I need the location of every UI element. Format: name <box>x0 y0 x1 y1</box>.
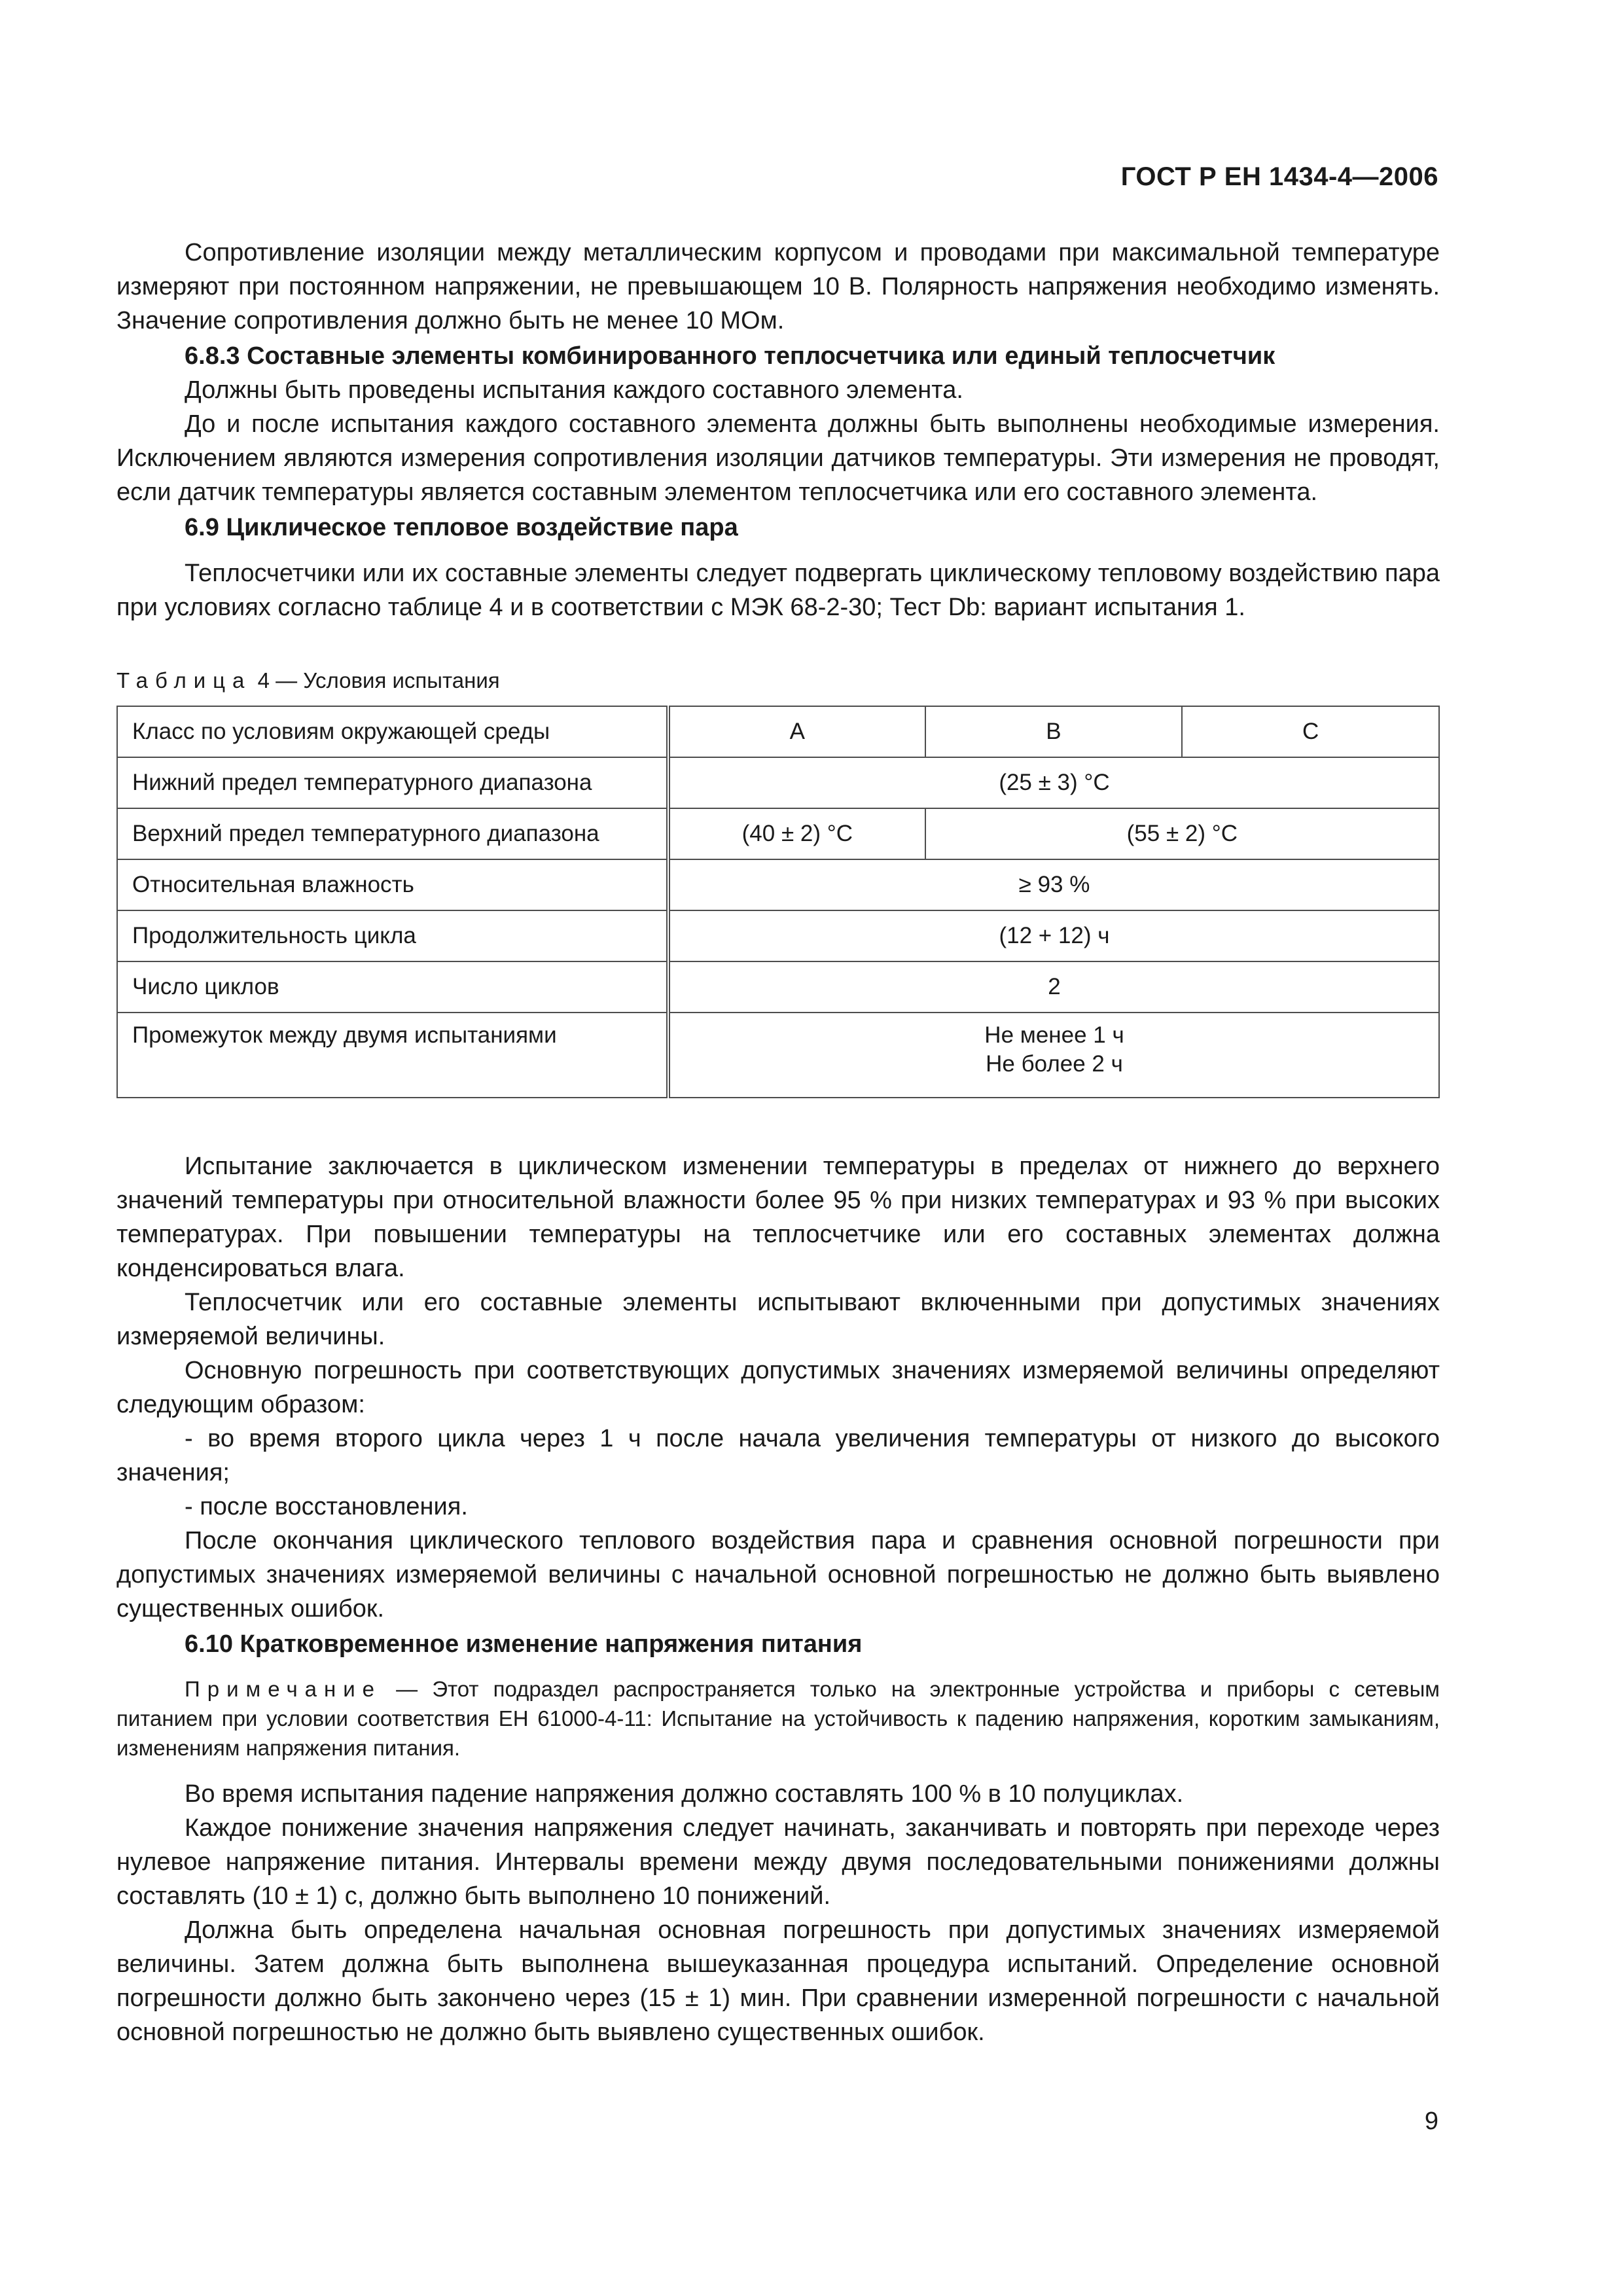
paragraph: После окончания циклического теплового воздействия пара и сравнения основной погрешности при допустимых значениях измеряемой величины с начальной основной погрешностью не должно быть выявлено существенных ошибок. <box>116 1527 1440 1623</box>
table-row <box>117 1013 1439 1098</box>
table-caption <box>116 666 1440 695</box>
paragraph: До и после испытания каждого составного элемента должны быть выполнены необходимые измерения. Исключением являются измерения сопротивления изоляции датчиков температуры. Эти измерения не проводят, если датчик температуры является составным элементом теплосчетчика или его составного элемента. <box>116 410 1440 506</box>
paragraph: Теплосчетчики или их составные элементы следует подвергать циклическому тепловому воздействию пара при условиях согласно таблице 4 и в соответствии с МЭК 68-2-30; Тест Db: вариант испытания 1. <box>116 560 1440 621</box>
value-cell <box>668 1013 1439 1098</box>
table-row <box>117 910 1439 961</box>
paragraph: Сопротивление изоляции между металлическим корпусом и проводами при максимальной температуре измеряют при постоянном напряжении, не превышающем 10 В. Полярность напряжения необходимо изменять. Значение сопротивления должно быть не менее 10 МОм. <box>116 239 1440 334</box>
paragraph: Основную погрешность при соответствующих допустимых значениях измеряемой величины определяют следующим образом: <box>116 1357 1440 1418</box>
paragraph: Во время испытания падение напряжения должно составлять 100 % в 10 полуциклах. <box>185 1780 1184 1808</box>
table-caption-title: 4 — Условия испытания <box>257 668 500 692</box>
row-label: Продолжительность цикла <box>117 910 668 961</box>
document-header: ГОСТ Р ЕН 1434-4—2006 <box>1120 162 1438 191</box>
value-cell: (12 + 12) ч <box>668 910 1439 961</box>
table-row <box>117 808 1439 859</box>
table-row <box>117 961 1439 1013</box>
row-label: Верхний предел температурного диапазона <box>117 808 668 859</box>
list-item: - после восстановления. <box>185 1493 468 1520</box>
paragraph: Должна быть определена начальная основная погрешность при допустимых значениях измеряемой величины. Затем должна быть выполнена вышеуказанная процедура испытаний. Определение основной погрешности должно быть закончено через (15 ± 1) мин. При сравнении измеренной погрешности с начальной основной погрешностью не должно быть выявлено существенных ошибок. <box>116 1916 1440 2046</box>
table-caption-word: Таблица <box>116 668 252 692</box>
class-a-cell: (40 ± 2) °С <box>668 808 925 859</box>
class-bc-cell: (55 ± 2) °С <box>925 808 1439 859</box>
value-cell: (25 ± 3) °С <box>668 757 1439 808</box>
row-label: Число циклов <box>117 961 668 1013</box>
page-content <box>116 236 1440 2049</box>
after-table-text <box>116 1149 1440 1626</box>
note-text: — Этот подраздел распространяется только на электронные устройства и приборы с сетевым питанием при условии соответствия ЕН 61000-4-11: Испытание на устойчивость к падению напряжения, коротким замыканиям, изменениям напряжения питания. <box>116 1677 1440 1760</box>
section-heading-6-10: 6.10 Кратковременное изменение напряжения питания <box>185 1630 863 1658</box>
note-word: Примечание <box>185 1677 382 1701</box>
value-cell: 2 <box>668 961 1439 1013</box>
row-label: Класс по условиям окружающей среды <box>117 706 668 757</box>
page-number: 9 <box>1424 2108 1438 2135</box>
table-row <box>117 757 1439 808</box>
paragraph: Каждое понижение значения напряжения следует начинать, заканчивать и повторять при переходе через нулевое напряжение питания. Интервалы времени между двумя последовательными понижениями должны составлять (10 ± 1) с, должно быть выполнено 10 понижений. <box>116 1814 1440 1910</box>
table-row <box>117 859 1439 910</box>
list-item: - во время второго цикла через 1 ч после начала увеличения температуры от низкого до высокого значения; <box>116 1425 1440 1486</box>
section-heading-6-9: 6.9 Циклическое тепловое воздействие пара <box>185 514 738 541</box>
paragraph: Теплосчетчик или его составные элементы испытывают включенными при допустимых значениях измеряемой величины. <box>116 1289 1440 1350</box>
table-row <box>117 706 1439 757</box>
value-cell: ≥ 93 % <box>668 859 1439 910</box>
paragraph: Испытание заключается в циклическом изменении температуры в пределах от нижнего до верхнего значений температуры при относительной влажности более 95 % при низких температурах и 93 % при высоких температурах. При повышении температуры на теплосчетчике или его составных элементах должна конденсироваться влага. <box>116 1153 1440 1282</box>
value-line: Не менее 1 ч <box>984 1022 1124 1048</box>
class-c-cell: С <box>1182 706 1439 757</box>
test-conditions-table <box>116 706 1440 1098</box>
class-a-cell: А <box>668 706 925 757</box>
section-heading-6-8-3: 6.8.3 Составные элементы комбинированного теплосчетчика или единый теплосчетчик <box>185 342 1275 370</box>
row-label: Относительная влажность <box>117 859 668 910</box>
note <box>116 1674 1440 1763</box>
paragraph: Должны быть проведены испытания каждого составного элемента. <box>185 376 963 404</box>
row-label: Промежуток между двумя испытаниями <box>117 1013 668 1098</box>
value-line: Не более 2 ч <box>986 1051 1123 1077</box>
row-label: Нижний предел температурного диапазона <box>117 757 668 808</box>
class-b-cell: В <box>925 706 1183 757</box>
